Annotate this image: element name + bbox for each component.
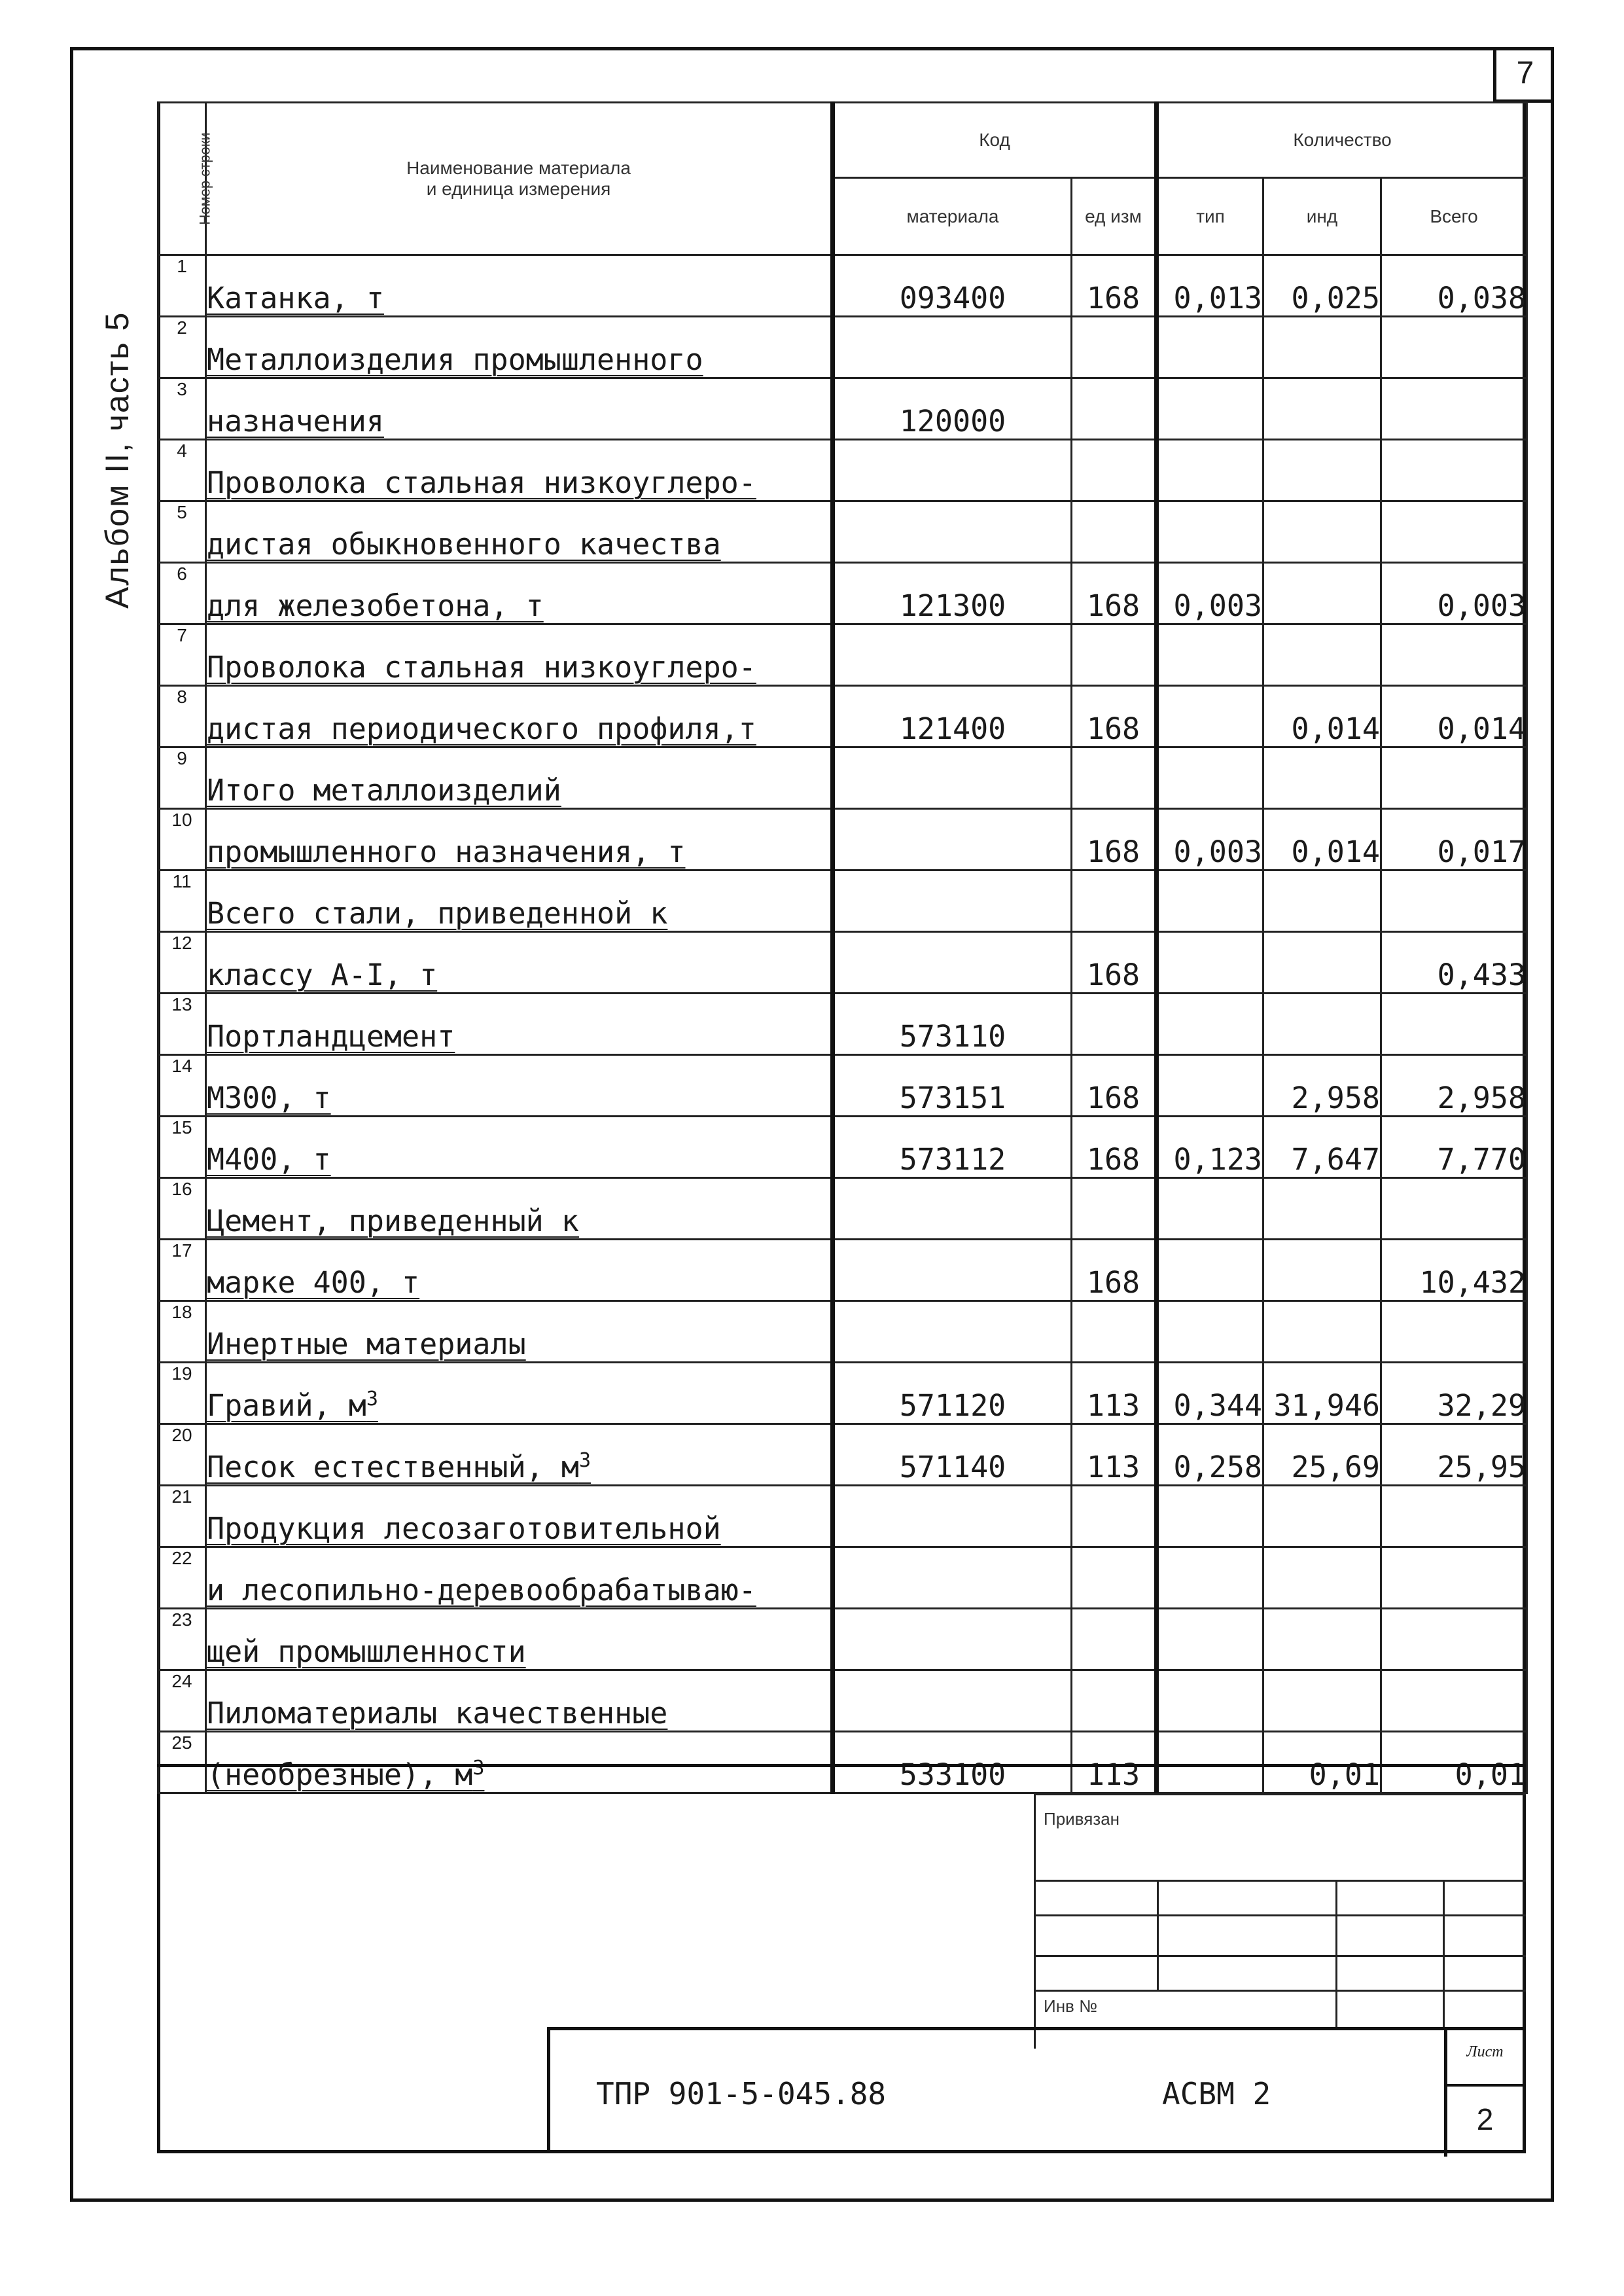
material-name: назначения <box>206 378 833 440</box>
material-code: 121400 <box>833 686 1072 747</box>
material-code: 093400 <box>833 255 1072 317</box>
row-number: 15 <box>158 1117 206 1178</box>
material-code: 533100 <box>833 1732 1072 1793</box>
page-number: 7 <box>1493 47 1554 103</box>
table-row <box>158 501 1527 563</box>
material-name: Катанка, т <box>206 255 833 317</box>
material-name: Цемент, приведенный к <box>206 1178 833 1240</box>
qty-ind <box>1263 317 1381 378</box>
qty-ind <box>1263 501 1381 563</box>
qty-typ <box>1157 932 1263 994</box>
qty-ind <box>1263 440 1381 501</box>
qty-typ: 0,123 <box>1157 1117 1263 1178</box>
table-row <box>158 1055 1527 1117</box>
table-row <box>158 1240 1527 1301</box>
qty-ind <box>1263 994 1381 1055</box>
qty-total <box>1381 501 1527 563</box>
qty-typ <box>1157 440 1263 501</box>
row-number: 17 <box>158 1240 206 1301</box>
material-name: дистая периодического профиля,т <box>206 686 833 747</box>
header-code-unit: ед изм <box>1072 178 1157 255</box>
unit-code <box>1072 501 1157 563</box>
material-name: Проволока стальная низкоуглеро- <box>206 624 833 686</box>
material-name: Проволока стальная низкоуглеро- <box>206 440 833 501</box>
qty-ind <box>1263 1486 1381 1547</box>
table-row <box>158 1670 1527 1732</box>
unit-code <box>1072 317 1157 378</box>
row-number: 21 <box>158 1486 206 1547</box>
table-row <box>158 747 1527 809</box>
table-row <box>158 317 1527 378</box>
table-row <box>158 563 1527 624</box>
material-name: Итого металлоизделий <box>206 747 833 809</box>
unit-code: 113 <box>1072 1363 1157 1424</box>
table-row <box>158 624 1527 686</box>
row-number: 10 <box>158 809 206 870</box>
material-name: для железобетона, т <box>206 563 833 624</box>
qty-typ <box>1157 686 1263 747</box>
material-code <box>833 1486 1072 1547</box>
unit-code: 168 <box>1072 686 1157 747</box>
table-row <box>158 1117 1527 1178</box>
material-code: 573110 <box>833 994 1072 1055</box>
qty-typ <box>1157 1301 1263 1363</box>
approval-stamp <box>1034 1793 1526 2049</box>
qty-total: 0,038 <box>1381 255 1527 317</box>
material-name: дистая обыкновенного качества <box>206 501 833 563</box>
qty-typ <box>1157 317 1263 378</box>
qty-ind <box>1263 870 1381 932</box>
qty-typ <box>1157 1609 1263 1670</box>
qty-ind: 0,014 <box>1263 809 1381 870</box>
title-block <box>547 2027 1526 2153</box>
material-name: Гравий, $м^3$ <box>206 1363 833 1424</box>
qty-ind <box>1263 563 1381 624</box>
header-name: Наименование материала и единица измерения <box>206 103 833 255</box>
material-name: Металлоизделия промышленного <box>206 317 833 378</box>
drawing-mark: АСВМ 2 <box>1162 2076 1271 2111</box>
qty-typ <box>1157 378 1263 440</box>
qty-typ <box>1157 747 1263 809</box>
unit-code <box>1072 994 1157 1055</box>
materials-table <box>157 101 1528 1794</box>
qty-total <box>1381 1609 1527 1670</box>
qty-total <box>1381 994 1527 1055</box>
qty-typ <box>1157 501 1263 563</box>
row-number: 12 <box>158 932 206 994</box>
table-row <box>158 440 1527 501</box>
row-number: 4 <box>158 440 206 501</box>
qty-total: 0,01 <box>1381 1732 1527 1793</box>
table-row <box>158 378 1527 440</box>
qty-total: 0,003 <box>1381 563 1527 624</box>
material-code <box>833 809 1072 870</box>
qty-total: 25,95 <box>1381 1424 1527 1486</box>
row-number: 7 <box>158 624 206 686</box>
qty-total <box>1381 317 1527 378</box>
material-name: Песок естественный, $м^3$ <box>206 1424 833 1486</box>
qty-total <box>1381 624 1527 686</box>
sheet-number: 2 <box>1447 2084 1523 2159</box>
header-qty-typ: тип <box>1157 178 1263 255</box>
unit-code: 168 <box>1072 563 1157 624</box>
qty-ind: 0,01 <box>1263 1732 1381 1793</box>
qty-ind: 2,958 <box>1263 1055 1381 1117</box>
qty-ind <box>1263 1178 1381 1240</box>
unit-code <box>1072 1547 1157 1609</box>
qty-ind: 31,946 <box>1263 1363 1381 1424</box>
document-code: ТПР 901-5-045.88 <box>596 2076 887 2111</box>
qty-ind <box>1263 932 1381 994</box>
qty-ind: 7,647 <box>1263 1117 1381 1178</box>
material-code <box>833 932 1072 994</box>
material-name: М400, т <box>206 1117 833 1178</box>
qty-total <box>1381 1301 1527 1363</box>
unit-code <box>1072 1486 1157 1547</box>
qty-ind <box>1263 378 1381 440</box>
qty-ind <box>1263 1670 1381 1732</box>
unit-code <box>1072 1301 1157 1363</box>
material-code <box>833 1547 1072 1609</box>
table-row <box>158 809 1527 870</box>
table-row <box>158 1178 1527 1240</box>
row-number: 2 <box>158 317 206 378</box>
material-name: классу А-I, т <box>206 932 833 994</box>
qty-typ <box>1157 994 1263 1055</box>
material-code <box>833 317 1072 378</box>
sheet-cell <box>1444 2030 1523 2157</box>
table-row <box>158 1301 1527 1363</box>
material-code: 571140 <box>833 1424 1072 1486</box>
qty-total: 0,017 <box>1381 809 1527 870</box>
material-code <box>833 624 1072 686</box>
row-number: 11 <box>158 870 206 932</box>
unit-superscript: 3 <box>472 1757 485 1780</box>
material-name: (необрезные), $м^3$ <box>206 1732 833 1793</box>
qty-total: 0,433 <box>1381 932 1527 994</box>
qty-typ: 0,258 <box>1157 1424 1263 1486</box>
table-row <box>158 932 1527 994</box>
row-number: 1 <box>158 255 206 317</box>
unit-code <box>1072 1178 1157 1240</box>
material-code <box>833 1178 1072 1240</box>
table-row <box>158 870 1527 932</box>
row-number: 14 <box>158 1055 206 1117</box>
table-row <box>158 1609 1527 1670</box>
material-code <box>833 1609 1072 1670</box>
row-number: 8 <box>158 686 206 747</box>
material-code <box>833 870 1072 932</box>
row-number: 16 <box>158 1178 206 1240</box>
unit-code <box>1072 1609 1157 1670</box>
qty-typ <box>1157 1178 1263 1240</box>
qty-total: 2,958 <box>1381 1055 1527 1117</box>
material-name: и лесопильно-деревообрабатываю- <box>206 1547 833 1609</box>
material-name: Всего стали, приведенной к <box>206 870 833 932</box>
unit-code <box>1072 1670 1157 1732</box>
material-code <box>833 1240 1072 1301</box>
qty-ind <box>1263 1609 1381 1670</box>
unit-superscript: 3 <box>578 1449 591 1472</box>
unit-superscript: 3 <box>366 1388 378 1410</box>
stamp-inv-label: Инв № <box>1044 1996 1097 2016</box>
material-code: 573112 <box>833 1117 1072 1178</box>
row-number: 13 <box>158 994 206 1055</box>
unit-code: 168 <box>1072 1117 1157 1178</box>
table-row <box>158 686 1527 747</box>
qty-typ <box>1157 870 1263 932</box>
row-number: 18 <box>158 1301 206 1363</box>
table-row <box>158 1486 1527 1547</box>
material-name: марке 400, т <box>206 1240 833 1301</box>
unit-code: 113 <box>1072 1424 1157 1486</box>
qty-total: 0,014 <box>1381 686 1527 747</box>
table-row <box>158 255 1527 317</box>
row-number: 3 <box>158 378 206 440</box>
material-code <box>833 1670 1072 1732</box>
material-name: Пиломатериалы качественные <box>206 1670 833 1732</box>
sheet-label: Лист <box>1466 2043 1504 2060</box>
qty-total <box>1381 870 1527 932</box>
material-code: 573151 <box>833 1055 1072 1117</box>
row-number: 23 <box>158 1609 206 1670</box>
material-name: М300, т <box>206 1055 833 1117</box>
row-number: 20 <box>158 1424 206 1486</box>
table-row <box>158 1424 1527 1486</box>
material-name: промышленного назначения, т <box>206 809 833 870</box>
qty-typ: 0,344 <box>1157 1363 1263 1424</box>
qty-total <box>1381 747 1527 809</box>
qty-ind <box>1263 624 1381 686</box>
qty-ind <box>1263 1240 1381 1301</box>
qty-total: 10,432 <box>1381 1240 1527 1301</box>
qty-ind: 0,025 <box>1263 255 1381 317</box>
unit-code: 168 <box>1072 809 1157 870</box>
qty-typ <box>1157 1240 1263 1301</box>
unit-code: 168 <box>1072 932 1157 994</box>
unit-code <box>1072 378 1157 440</box>
qty-typ <box>1157 624 1263 686</box>
qty-ind <box>1263 1301 1381 1363</box>
unit-code: 113 <box>1072 1732 1157 1793</box>
material-code <box>833 747 1072 809</box>
material-code <box>833 1301 1072 1363</box>
qty-ind <box>1263 747 1381 809</box>
header-row-number: Номер строки <box>158 103 206 255</box>
material-code: 571120 <box>833 1363 1072 1424</box>
header-qty-group: Количество <box>1157 103 1527 178</box>
material-name: щей промышленности <box>206 1609 833 1670</box>
table-bottom-rule <box>157 1764 1526 1767</box>
unit-code: 168 <box>1072 1055 1157 1117</box>
material-name: Портландцемент <box>206 994 833 1055</box>
unit-code: 168 <box>1072 255 1157 317</box>
qty-total <box>1381 378 1527 440</box>
qty-total: 7,770 <box>1381 1117 1527 1178</box>
qty-ind <box>1263 1547 1381 1609</box>
qty-typ <box>1157 1547 1263 1609</box>
unit-code <box>1072 747 1157 809</box>
header-qty-total: Всего <box>1381 178 1527 255</box>
row-number: 19 <box>158 1363 206 1424</box>
header-qty-ind: инд <box>1263 178 1381 255</box>
stamp-attached-label: Привязан <box>1044 1809 1120 1829</box>
header-code-material: материала <box>833 178 1072 255</box>
qty-typ <box>1157 1486 1263 1547</box>
row-number: 5 <box>158 501 206 563</box>
unit-code <box>1072 870 1157 932</box>
album-caption: Альбом II, часть 5 <box>99 311 135 609</box>
table-row <box>158 1732 1527 1793</box>
material-code: 120000 <box>833 378 1072 440</box>
unit-code <box>1072 624 1157 686</box>
qty-total <box>1381 1486 1527 1547</box>
table-row <box>158 994 1527 1055</box>
table-row <box>158 1363 1527 1424</box>
qty-total: 32,29 <box>1381 1363 1527 1424</box>
qty-total <box>1381 1178 1527 1240</box>
qty-total <box>1381 1547 1527 1609</box>
material-name: Продукция лесозаготовительной <box>206 1486 833 1547</box>
header-code-group: Код <box>833 103 1157 178</box>
row-number: 24 <box>158 1670 206 1732</box>
qty-typ <box>1157 1055 1263 1117</box>
unit-code: 168 <box>1072 1240 1157 1301</box>
qty-typ: 0,003 <box>1157 563 1263 624</box>
qty-total <box>1381 440 1527 501</box>
qty-ind: 25,69 <box>1263 1424 1381 1486</box>
qty-typ: 0,003 <box>1157 809 1263 870</box>
material-code: 121300 <box>833 563 1072 624</box>
material-code <box>833 440 1072 501</box>
row-number: 9 <box>158 747 206 809</box>
qty-total <box>1381 1670 1527 1732</box>
unit-code <box>1072 440 1157 501</box>
qty-typ <box>1157 1670 1263 1732</box>
row-number: 6 <box>158 563 206 624</box>
qty-typ <box>1157 1732 1263 1793</box>
material-name: Инертные материалы <box>206 1301 833 1363</box>
qty-ind: 0,014 <box>1263 686 1381 747</box>
qty-typ: 0,013 <box>1157 255 1263 317</box>
row-number: 22 <box>158 1547 206 1609</box>
material-code <box>833 501 1072 563</box>
table-row <box>158 1547 1527 1609</box>
row-number: 25 <box>158 1732 206 1793</box>
